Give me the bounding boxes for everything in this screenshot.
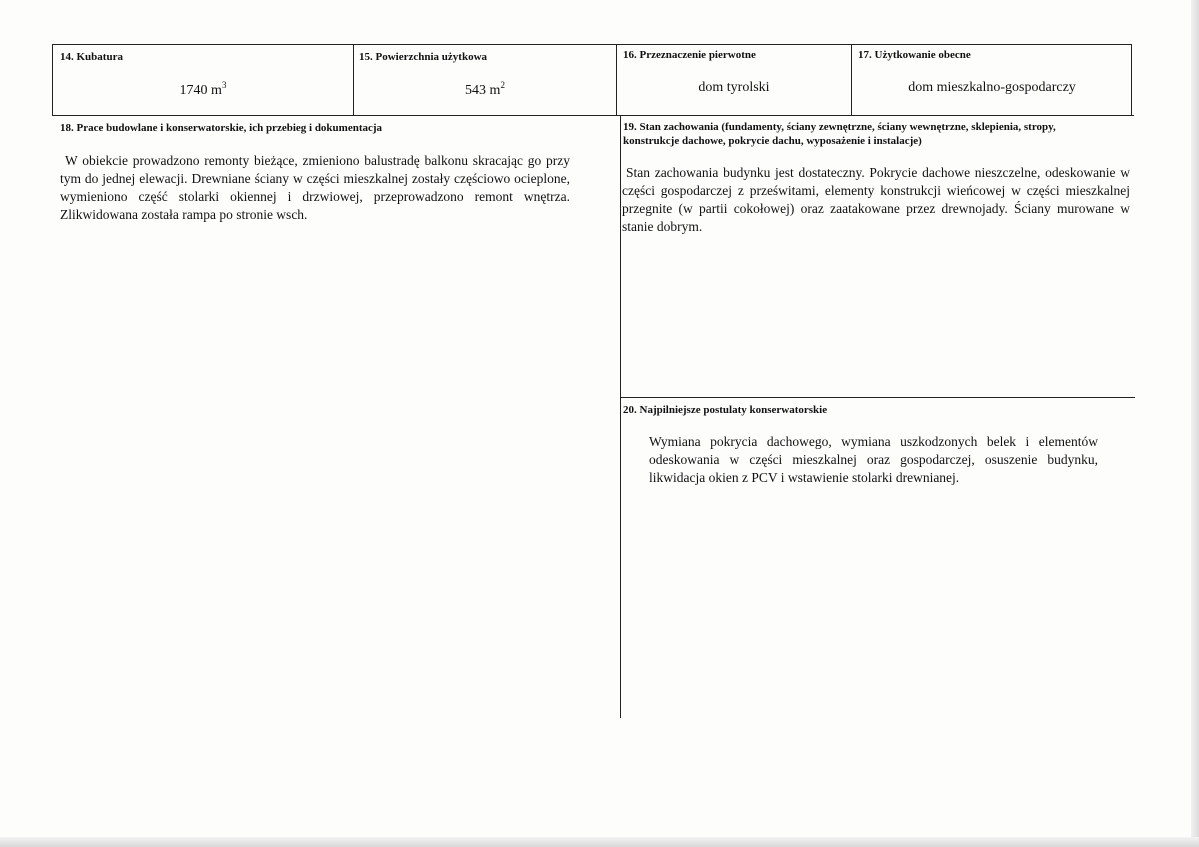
middle-divider (620, 115, 621, 718)
uzytkowanie-value: dom mieszkalno-gospodarczy (908, 80, 1076, 95)
kubatura-label: 14. Kubatura (60, 51, 123, 63)
section20-text: Wymiana pokrycia dachowego, wymiana uszkodzonych belek i elementów odeskowania w części mieszkalnej oraz gospodarczej, osuszenie budynku, likwidacja okien z PCV i wstawienie stolarki drewnianej. (649, 434, 1098, 485)
section20-top-rule (621, 397, 1135, 398)
powierzchnia-label: 15. Powierzchnia użytkowa (359, 51, 488, 63)
paper-edge-bottom (0, 837, 1199, 847)
section18-text: W obiekcie prowadzono remonty bieżące, zmieniono balustradę balkonu skracając go przy tym do jednej elewacji. Drewniane ściany w części mieszkalnej zostały częściowo ocieplone, wymieniono część stolarki okiennej i drzwiowej, przeprowadzono remont wnętrza. Zlikwidowana została rampa po stronie wsch. (60, 153, 570, 222)
row1-bottom-rule (52, 115, 1134, 116)
section19-text: Stan zachowania budynku jest dostateczny. Pokrycie dachowe nieszczelne, odeskowanie w części gospodarczej z prześwitami, elementy konstrukcji wieńcowej w części mieszkalnej przegnite (w partii cokołowej) oraz zaatakowane przez drewnojady. Ściany murowane w stanie dobrym. (622, 165, 1130, 234)
paper-edge-right (1191, 0, 1199, 847)
top-rule (52, 44, 1132, 45)
section19-label: 19. Stan zachowania (fundamenty, ściany zewnętrzne, ściany wewnętrzne, sklepienia, stropy, konstrukcje dachowe, pokrycie dachu, wyposażenie i instalacje) (623, 121, 1056, 147)
przeznaczenie-label: 16. Przeznaczenie pierwotne (623, 49, 756, 61)
uzytkowanie-label: 17. Użytkowanie obecne (858, 49, 971, 61)
przeznaczenie-value: dom tyrolski (698, 80, 770, 95)
section20-label: 20. Najpilniejsze postulaty konserwatorskie (623, 404, 828, 416)
section18-label: 18. Prace budowlane i konserwatorskie, ich przebieg i dokumentacja (60, 122, 383, 134)
kubatura-value: 1740 $m^3$ (179, 80, 227, 98)
powierzchnia-value: 543 $m^2$ (465, 80, 505, 98)
